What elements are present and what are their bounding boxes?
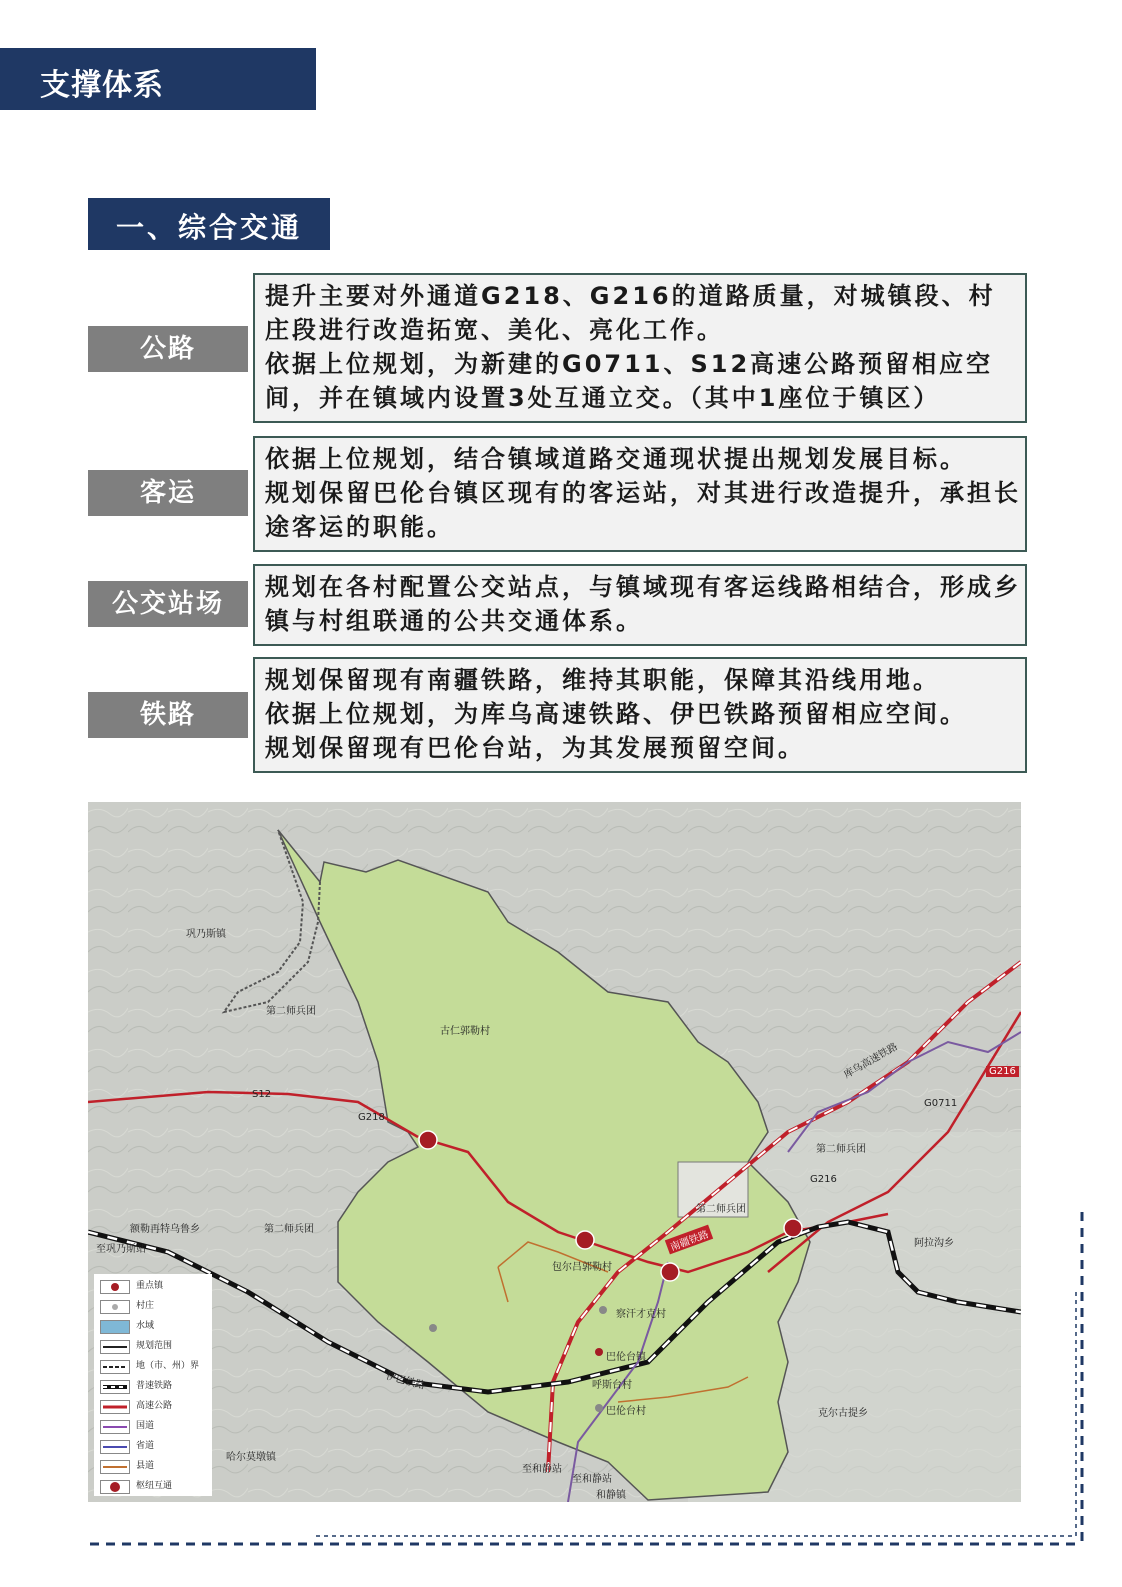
place-label: 第二师兵团 [266, 1006, 316, 1017]
label-road: 公路 [88, 326, 248, 372]
road-label: G218 [358, 1112, 385, 1123]
section-title-text: 一、综合交通 [116, 211, 303, 244]
place-label: 克尔古提乡 [818, 1408, 868, 1419]
place-label: 至和静站 [572, 1474, 612, 1485]
text-box-passenger [253, 436, 1027, 552]
paragraph: 依据上位规划，为新建的G0711、S12高速公路预留相应空间，并在镇域内设置3处互通立交。（其中1座位于镇区） [265, 350, 994, 412]
road-label: S12 [252, 1089, 272, 1100]
place-label: 第二师兵团 [696, 1204, 746, 1215]
label-railway: 铁路 [88, 692, 248, 738]
paragraph: 提升主要对外通道G218、G216的道路质量，对城镇段、村庄段进行改造拓宽、美化、亮化工作。 [265, 282, 996, 344]
road-label: G216 [810, 1174, 837, 1185]
paragraph: 依据上位规划，结合镇域道路交通现状提出规划发展目标。 [265, 445, 967, 473]
paragraph: 规划保留现有南疆铁路，维持其职能，保障其沿线用地。 [265, 666, 940, 694]
interchange-icon [100, 1480, 130, 1494]
section-title [88, 198, 330, 250]
county-road-icon [100, 1460, 130, 1474]
paragraph: 规划在各村配置公交站点，与镇域现有客运线路相结合，形成乡镇与村组联通的公共交通体系。 [265, 573, 1021, 635]
provincial-road-icon [100, 1440, 130, 1454]
place-label: 至和静站 [522, 1464, 562, 1475]
map-legend: 重点镇 村庄 水域 规划范围 地（市、州）界 普速铁路 高速公路 国道 省道 县道 枢纽互通 [94, 1274, 212, 1496]
place-label: 呼斯台村 [592, 1380, 632, 1391]
red-dot-icon [100, 1280, 130, 1294]
text-box-railway [253, 657, 1027, 773]
dash-line-icon [100, 1360, 130, 1374]
text-box-road [253, 273, 1027, 423]
place-label: 察汗才克村 [616, 1309, 666, 1320]
highway-line-icon [100, 1400, 130, 1414]
label-passenger: 客运 [88, 470, 248, 516]
paragraph: 规划保留巴伦台镇区现有的客运站，对其进行改造提升，承担长途客运的职能。 [265, 479, 1021, 541]
rail-line-icon [100, 1380, 130, 1394]
label-bus: 公交站场 [88, 581, 248, 627]
place-label: 第二师兵团 [264, 1224, 314, 1235]
road-label: 库乌高速铁路 [842, 1041, 900, 1081]
transport-map [88, 802, 1021, 1502]
place-label: 巩乃斯镇 [186, 929, 226, 940]
road-label: G0711 [924, 1098, 958, 1109]
road-label: G216 [986, 1066, 1019, 1077]
text-box-bus [253, 564, 1027, 646]
national-road-icon [100, 1420, 130, 1434]
place-label: 第二师兵团 [816, 1144, 866, 1155]
place-label: 巴伦台镇 [606, 1352, 646, 1363]
place-label: 古仁郭勒村 [440, 1026, 490, 1037]
header-title: 支撑体系 [40, 68, 164, 103]
paragraph: 规划保留现有巴伦台站，为其发展预留空间。 [265, 734, 805, 762]
place-label: 和静镇 [596, 1490, 626, 1501]
water-icon [100, 1320, 130, 1334]
place-label: 哈尔莫墩镇 [226, 1452, 276, 1463]
map-graphics [88, 802, 1021, 1502]
road-label: 南疆铁路 [665, 1225, 713, 1255]
place-label: 包尔吕郭勒村 [552, 1262, 612, 1273]
road-label: 伊巴铁路 [384, 1370, 427, 1392]
place-label: 额勒再特乌鲁乡 [130, 1224, 200, 1235]
place-label: 巴伦台村 [606, 1406, 646, 1417]
boundary-line-icon [100, 1340, 130, 1354]
place-label: 阿拉沟乡 [914, 1238, 954, 1249]
grey-dot-icon [100, 1300, 130, 1314]
paragraph: 依据上位规划，为库乌高速铁路、伊巴铁路预留相应空间。 [265, 700, 967, 728]
header-banner [0, 48, 316, 110]
place-label: 至巩乃斯站 [96, 1244, 146, 1255]
